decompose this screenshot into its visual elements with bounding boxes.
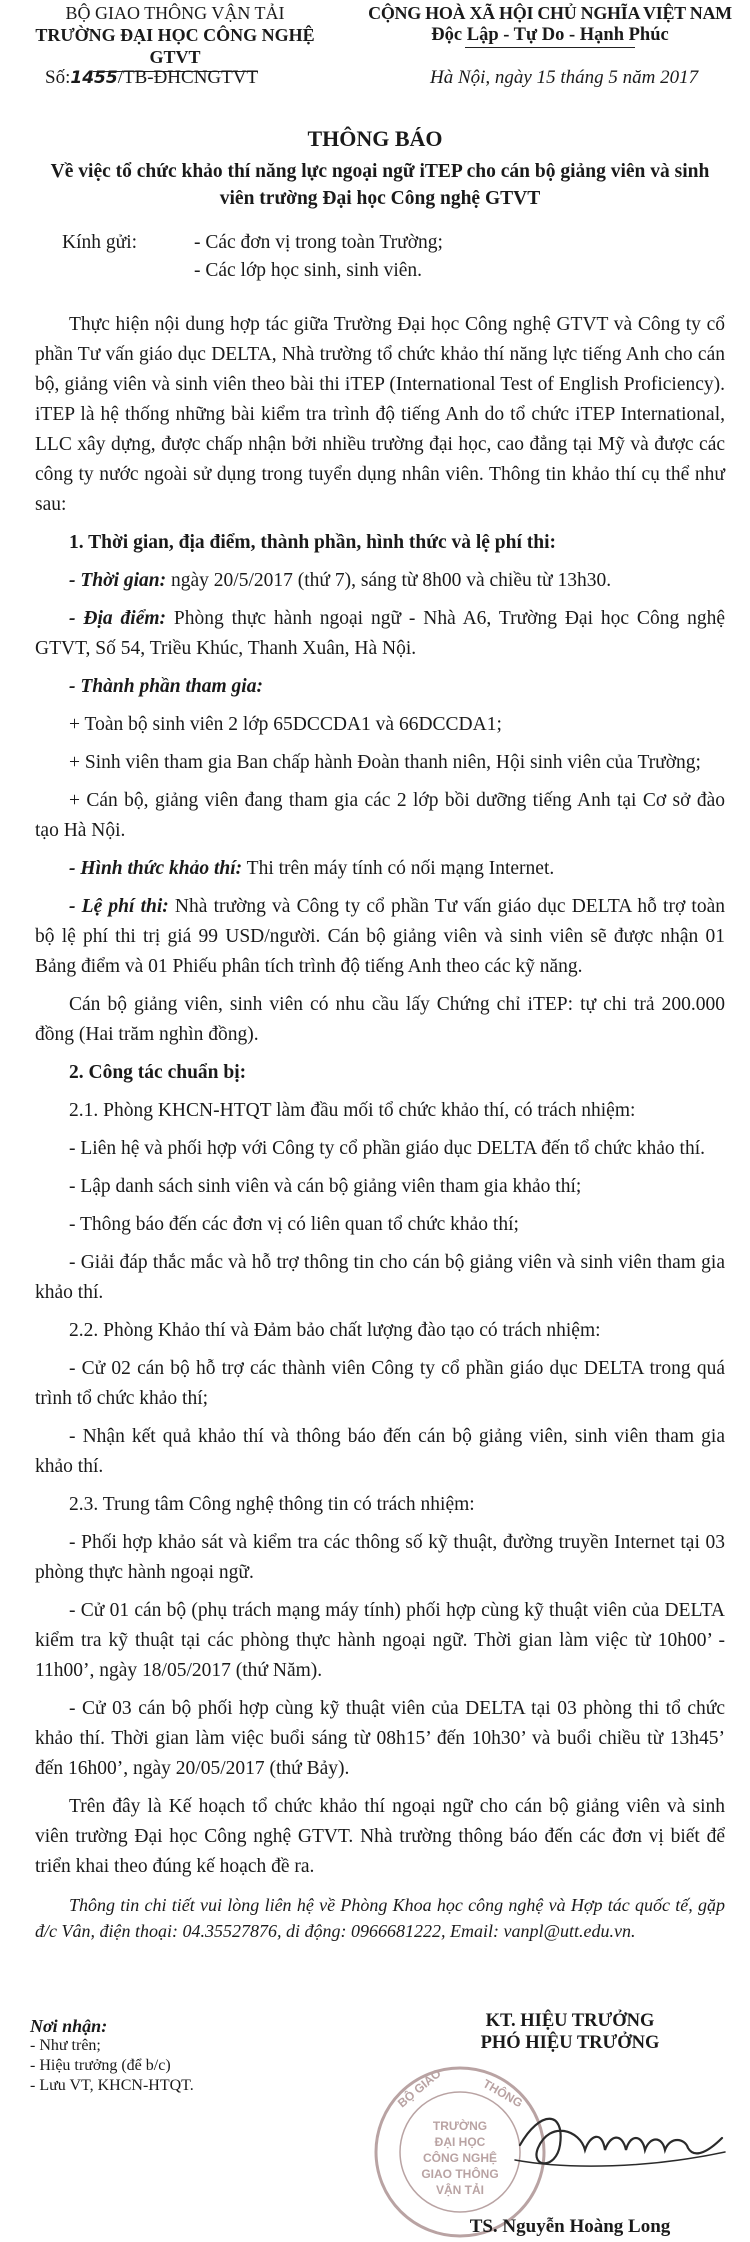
section-2-3: 2.3. Trung tâm Công nghệ thông tin có trách nhiệm: [69,1494,475,1515]
date-line: Hà Nội, ngày 15 tháng 5 năm 2017 [430,67,699,88]
task-item: - Thông báo đến các đơn vị có liên quan tổ chức khảo thí; [69,1214,519,1235]
receiver-item: - Hiệu trưởng (để b/c) [30,2057,171,2074]
signer-name: TS. Nguyễn Hoàng Long [469,2216,671,2237]
contact-note: Thông tin chi tiết vui lòng liên hệ về Phòng Khoa học công nghệ và Hợp tác quốc tế, gặp đ/c Vân, điện thoại: 04.35527876, di động: 0966681222, Email: vanpl@utt.edu.vn. [35,1895,725,1941]
task-item: - Cử 02 cán bộ hỗ trợ các thành viên Công ty cổ phần giáo dục DELTA trong quá trình tổ chức khảo thí; [35,1358,725,1409]
document-number [45,63,258,93]
addressee-label: Kính gửi: [62,232,138,253]
doc-number-suffix: /TB-ĐHCNGTVT [117,67,259,88]
task-item: - Nhận kết quả khảo thí và thông báo đến cán bộ giảng viên, sinh viên tham gia khảo thí. [35,1426,725,1477]
svg-text:ĐẠI HỌC: ĐẠI HỌC [434,2135,486,2149]
task-item: - Giải đáp thắc mắc và hỗ trợ thông tin cho cán bộ giảng viên và sinh viên tham gia khảo thí. [35,1252,725,1303]
participant-item: + Toàn bộ sinh viên 2 lớp 65DCCDA1 và 66DCCDA1; [69,714,502,735]
doc-number-prefix: Số: [45,67,71,88]
task-item: - Cử 03 cán bộ phối hợp cùng kỹ thuật viên của DELTA tại 03 phòng thi tổ chức khảo thí. Thời gian làm việc buổi sáng từ 08h15’ đến 10h30’ và buổi chiều từ 13h45’ đến 16h00’, ngày 20/05/2017 (thứ Bảy). [35,1698,725,1779]
time-paragraph [35,566,725,596]
svg-text:GIAO THÔNG: GIAO THÔNG [421,2167,499,2181]
national-motto: Độc Lập - Tự Do - Hạnh Phúc [431,25,669,45]
issuer-block [10,2,340,72]
task-item: - Liên hệ và phối hợp với Công ty cổ phần giáo dục DELTA đến tổ chức khảo thí. [69,1138,705,1159]
national-title-block [350,2,750,48]
country-name: CỘNG HOÀ XÃ HỘI CHỦ NGHĨA VIỆT NAM [368,3,732,23]
doc-number-handwritten: 1455 [70,68,118,88]
signer-title-1: KT. HIỆU TRƯỞNG [485,2011,655,2031]
fee-paragraph [35,892,725,982]
document-subject: Về việc tổ chức khảo thí năng lực ngoại ngữ iTEP cho cán bộ giảng viên và sinh viên trường Đại học Công nghệ GTVT [50,161,710,209]
ministry-name: BỘ GIAO THÔNG VẬN TẢI [65,3,285,23]
task-item: - Cử 01 cán bộ (phụ trách mạng máy tính) phối hợp cùng kỹ thuật viên của DELTA kiểm tra kỹ thuật tại các phòng thực hành ngoại ngữ. Thời gian làm việc từ 10h00’ - 11h00’, ngày 18/05/2017 (thứ Năm). [35,1600,725,1681]
receivers-title: Nơi nhận: [30,2016,108,2036]
svg-text:VẬN TẢI: VẬN TẢI [436,2183,484,2197]
svg-text:THÔNG: THÔNG [480,2076,526,2111]
svg-text:CÔNG NGHỆ: CÔNG NGHỆ [422,2151,498,2165]
svg-text:BỘ GIAO: BỘ GIAO [394,2066,444,2111]
section-2-2: 2.2. Phòng Khảo thí và Đảm bảo chất lượng đào tạo có trách nhiệm: [69,1320,601,1341]
place-label: - Địa điểm: [69,608,167,629]
intro-paragraph: Thực hiện nội dung hợp tác giữa Trường Đại học Công nghệ GTVT và Công ty cổ phần Tư vấn giáo dục DELTA, Nhà trường tổ chức khảo thí năng lực tiếng Anh cho cán bộ, giảng viên và sinh viên theo bài thi iTEP (International Test of English Proficiency). iTEP là hệ thống những bài kiểm tra trình độ tiếng Anh do tổ chức iTEP International, LLC xây dựng, được chấp nhận bởi nhiều trường đại học, cao đẳng tại Mỹ và được các công ty nước ngoài sử dụng trong tuyển dụng nhân viên. Thông tin khảo thí cụ thể như sau: [35,314,725,515]
form-label: - Hình thức khảo thí: [69,858,243,879]
time-label: - Thời gian: [69,570,167,591]
addressee-item: - Các đơn vị trong toàn Trường; [194,232,443,253]
form-text: Thi trên máy tính có nối mạng Internet. [242,858,555,879]
receivers-block [30,2016,194,2096]
form-paragraph [35,854,725,884]
receiver-item: - Như trên; [30,2037,101,2054]
place-text: Phòng thực hành ngoại ngữ - Nhà A6, Trường Đại học Công nghệ GTVT, Số 54, Triều Khúc, Thanh Xuân, Hà Nội. [35,608,725,659]
participant-item: + Sinh viên tham gia Ban chấp hành Đoàn thanh niên, Hội sinh viên của Trường; [69,752,701,773]
fee-text: Nhà trường và Công ty cổ phần Tư vấn giáo dục DELTA hỗ trợ toàn bộ lệ phí thi trị giá 99 USD/người. Cán bộ giảng viên và sinh viên sẽ được nhận 01 Bảng điểm và 01 Phiếu phân tích trình độ tiếng Anh theo các kỹ năng. [35,896,726,977]
document-body [35,310,725,1952]
participants-label: - Thành phần tham gia: [69,676,263,697]
motto-underline [465,47,635,48]
school-name: TRƯỜNG ĐẠI HỌC CÔNG NGHỆ GTVT [35,25,315,67]
section-1-heading: 1. Thời gian, địa điểm, thành phần, hình thức và lệ phí thi: [69,532,557,553]
fee-label: - Lệ phí thi: [69,896,169,917]
task-item: - Lập danh sách sinh viên và cán bộ giảng viên tham gia khảo thí; [69,1176,582,1197]
certificate-paragraph: Cán bộ giảng viên, sinh viên có nhu cầu lấy Chứng chỉ iTEP: tự chi trả 200.000 đồng (Hai trăm nghìn đồng). [35,994,725,1045]
document-title: THÔNG BÁO [307,126,443,151]
time-text: ngày 20/5/2017 (thứ 7), sáng từ 8h00 và chiều từ 13h30. [166,570,612,591]
place-paragraph [35,604,725,664]
task-item: - Phối hợp khảo sát và kiểm tra các thông số kỹ thuật, đường truyền Internet tại 03 phòng thực hành ngoại ngữ. [35,1532,725,1583]
signer-title-2: PHÓ HIỆU TRƯỞNG [480,2033,660,2053]
section-2-heading: 2. Công tác chuẩn bị: [69,1062,247,1083]
addressee-item: - Các lớp học sinh, sinh viên. [194,260,423,281]
receiver-item: - Lưu VT, KHCN-HTQT. [30,2077,194,2094]
section-2-1: 2.1. Phòng KHCN-HTQT làm đầu mối tổ chức khảo thí, có trách nhiệm: [69,1100,636,1121]
participant-item: + Cán bộ, giảng viên đang tham gia các 2 lớp bồi dưỡng tiếng Anh tại Cơ sở đào tạo Hà Nội. [35,790,725,841]
handwritten-signature [510,2090,730,2190]
closing-paragraph: Trên đây là Kế hoạch tổ chức khảo thí ngoại ngữ cho cán bộ giảng viên và sinh viên trường Đại học Công nghệ GTVT. Nhà trường thông báo đến các đơn vị biết để triển khai theo đúng kế hoạch đề ra. [35,1796,725,1877]
svg-text:TRƯỜNG: TRƯỜNG [432,2119,488,2133]
